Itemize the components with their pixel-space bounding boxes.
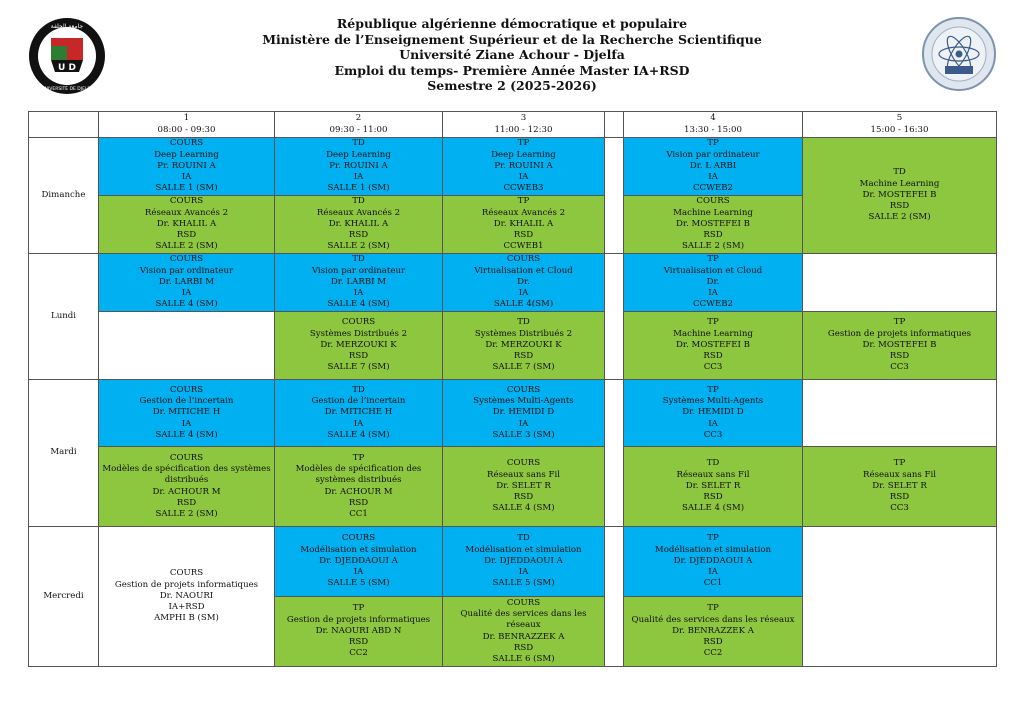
course-cell[interactable] xyxy=(624,138,803,196)
document-header xyxy=(0,16,1024,94)
session-type: TD xyxy=(352,196,365,207)
group-label: IA xyxy=(708,567,718,578)
monday-ia-row xyxy=(29,254,997,312)
course-cell[interactable] xyxy=(443,312,605,380)
course-cell[interactable] xyxy=(99,380,275,447)
room-label: SALLE 2 (SM) xyxy=(681,241,745,252)
group-label: IA xyxy=(353,288,364,299)
tuesday-rsd-row xyxy=(29,447,997,527)
teacher-name: Dr. BENRAZZEK A xyxy=(482,631,565,642)
course-cell[interactable] xyxy=(443,196,605,254)
lunch-spacer xyxy=(605,380,624,527)
course-title: Vision par ordinateur xyxy=(666,149,760,160)
session-type: TD xyxy=(352,138,365,149)
group-label: IA xyxy=(708,288,718,299)
session-type: TP xyxy=(517,196,530,207)
teacher-name: Dr. KHALIL A xyxy=(156,218,217,229)
group-label: IA xyxy=(353,567,364,578)
session-type: TD xyxy=(517,317,530,328)
group-label: RSD xyxy=(348,230,369,241)
course-title: Systèmes Distribués 2 xyxy=(474,328,573,339)
session-type: TP xyxy=(707,317,719,328)
teacher-name: Dr. MITICHE H xyxy=(152,407,221,418)
session-type: TD xyxy=(706,458,720,469)
day-monday: Lundi xyxy=(29,254,99,380)
course-title: Réseaux sans Fil xyxy=(863,469,936,480)
course-title: Modélisation et simulation xyxy=(300,544,417,555)
course-cell[interactable] xyxy=(443,254,605,312)
group-label: IA xyxy=(353,172,364,183)
teacher-name: Dr. SELET R xyxy=(685,480,741,491)
course-title: Machine Learning xyxy=(673,328,753,339)
room-label: AMPHI B (SM) xyxy=(154,613,219,624)
room-label: SALLE 1 (SM) xyxy=(155,183,218,194)
room-label: SALLE 4 (SM) xyxy=(681,503,745,514)
group-label: IA xyxy=(518,418,529,429)
room-label: CC3 xyxy=(890,503,909,514)
group-label: RSD xyxy=(889,351,910,362)
group-label: RSD xyxy=(889,201,910,212)
group-label: RSD xyxy=(703,492,723,503)
room-label: SALLE 4(SM) xyxy=(493,299,554,310)
teacher-name: Pr. ROUINI A xyxy=(329,160,388,171)
group-label: IA xyxy=(518,172,529,183)
course-title: Gestion de projets informatiques xyxy=(114,579,259,590)
tuesday-ia-row xyxy=(29,380,997,447)
session-type: TD xyxy=(517,533,530,544)
room-label: SALLE 4 (SM) xyxy=(155,299,218,310)
course-cell[interactable] xyxy=(275,254,443,312)
course-cell[interactable] xyxy=(99,254,275,312)
course-cell[interactable] xyxy=(275,196,443,254)
session-type: TD xyxy=(352,254,365,265)
day-wednesday: Mercredi xyxy=(29,527,99,667)
teacher-name: Dr. xyxy=(517,276,530,287)
teacher-name: Dr. MOSTEFEI B xyxy=(676,339,750,350)
course-cell[interactable] xyxy=(624,447,803,527)
teacher-name: Dr. KHALIL A xyxy=(328,218,389,229)
course-cell[interactable] xyxy=(275,527,443,597)
session-type: COURS xyxy=(341,533,376,544)
course-cell[interactable] xyxy=(99,196,275,254)
course-cell[interactable] xyxy=(624,380,803,447)
teacher-name: Dr. DJEDDAOUI A xyxy=(319,555,398,566)
lunch-spacer xyxy=(605,254,624,380)
room-label: CC1 xyxy=(703,578,723,589)
slot-header-3: 3 11:00 - 12:30 xyxy=(443,112,605,138)
room-label: SALLE 4 (SM) xyxy=(327,299,390,310)
empty-cell xyxy=(803,527,997,667)
corner-cell xyxy=(29,112,99,138)
room-label: CC3 xyxy=(703,429,723,440)
teacher-name: Dr. MERZOUKI K xyxy=(320,339,397,350)
slot-header-5: 5 15:00 - 16:30 xyxy=(803,112,997,138)
course-title: Gestion de l’incertain xyxy=(311,396,406,407)
teacher-name: Dr. MERZOUKI K xyxy=(485,339,562,350)
group-label: IA xyxy=(353,418,364,429)
group-label: RSD xyxy=(513,230,534,241)
room-label: SALLE 2 (SM) xyxy=(155,508,218,519)
session-type: TP xyxy=(707,138,719,149)
group-label: IA xyxy=(181,418,192,429)
header-semester: Semestre 2 (2025-2026) xyxy=(427,78,597,93)
sunday-ia-row xyxy=(29,138,997,196)
teacher-name: Dr. BENRAZZEK A xyxy=(672,625,754,636)
teacher-name: Dr. ACHOUR M xyxy=(324,486,393,497)
header-schedule-title: Emploi du temps- Première Année Master IA+RSD xyxy=(334,62,690,78)
room-label: CCWEB2 xyxy=(692,183,734,194)
empty-cell xyxy=(99,312,275,380)
session-type: COURS xyxy=(169,138,204,149)
group-label: RSD xyxy=(703,230,723,241)
session-type: COURS xyxy=(169,254,204,265)
header-ministry: Ministère de l’Enseignement Supérieur et de la Recherche Scientifique xyxy=(262,31,762,47)
course-title: Virtualisation et Cloud xyxy=(474,265,573,276)
course-title: Deep Learning xyxy=(326,149,391,160)
day-tuesday: Mardi xyxy=(29,380,99,527)
group-label: RSD xyxy=(348,351,369,362)
course-title: Deep Learning xyxy=(154,149,219,160)
course-cell[interactable] xyxy=(275,138,443,196)
teacher-name: Dr. MOSTEFEI B xyxy=(676,218,750,229)
session-type: COURS xyxy=(696,196,730,207)
teacher-name: Dr. SELET R xyxy=(496,480,551,491)
course-cell[interactable] xyxy=(624,597,803,667)
wednesday-ia-row xyxy=(29,527,997,597)
group-label: IA+RSD xyxy=(168,602,205,613)
session-type: COURS xyxy=(341,317,376,328)
course-cell[interactable] xyxy=(99,447,275,527)
session-type: COURS xyxy=(506,384,541,395)
room-label: CC1 xyxy=(349,508,368,519)
group-label: RSD xyxy=(703,351,723,362)
course-title: Modélisation et simulation xyxy=(654,544,772,555)
course-title: Vision par ordinateur xyxy=(311,265,406,276)
header-university: Université Ziane Achour - Djelfa xyxy=(399,47,625,62)
room-label: SALLE 2 (SM) xyxy=(868,212,931,223)
course-cell[interactable] xyxy=(443,447,605,527)
slot-header-row xyxy=(29,112,997,138)
session-type: TP xyxy=(352,452,365,463)
group-label: IA xyxy=(708,418,718,429)
teacher-name: Dr. DJEDDAOUI A xyxy=(484,555,563,566)
course-cell[interactable] xyxy=(443,138,605,196)
teacher-name: Dr. HEMIDI D xyxy=(682,407,744,418)
svg-text:جامعة الجلفة: جامعة الجلفة xyxy=(50,23,84,30)
teacher-name: Dr. LARBI M xyxy=(330,276,387,287)
course-title: Machine Learning xyxy=(859,178,940,189)
room-label: CC3 xyxy=(703,362,723,373)
course-title: Gestion de projets informatiques xyxy=(827,328,972,339)
course-title: Réseaux Avancés 2 xyxy=(481,207,566,218)
course-title: Vision par ordinateur xyxy=(139,265,234,276)
day-sunday: Dimanche xyxy=(29,138,99,254)
teacher-name: Dr. MOSTEFEI B xyxy=(862,339,937,350)
timetable xyxy=(28,111,997,667)
course-title: Modèles de spécification des systèmes distribués xyxy=(295,464,422,486)
room-label: SALLE 2 (SM) xyxy=(327,241,390,252)
teacher-name: Dr. LARBI M xyxy=(158,276,215,287)
session-type: COURS xyxy=(169,452,204,463)
session-type: COURS xyxy=(506,597,541,608)
teacher-name: Dr. MOSTEFEI B xyxy=(862,189,937,200)
course-cell[interactable] xyxy=(624,312,803,380)
course-title: Modèles de spécification des systèmes distribués xyxy=(102,464,271,486)
room-label: SALLE 5 (SM) xyxy=(492,578,555,589)
room-label: SALLE 7 (SM) xyxy=(327,362,390,373)
course-cell[interactable] xyxy=(275,447,443,527)
slot-header-4: 4 13:30 - 15:00 xyxy=(624,112,803,138)
course-cell[interactable] xyxy=(803,447,997,527)
room-label: SALLE 4 (SM) xyxy=(155,429,218,440)
course-title: Réseaux sans Fil xyxy=(487,469,560,480)
room-label: CCWEB2 xyxy=(692,299,734,310)
course-cell[interactable] xyxy=(443,597,605,667)
course-title: Deep Learning xyxy=(491,149,556,160)
group-label: RSD xyxy=(513,642,534,653)
course-cell[interactable] xyxy=(803,138,997,254)
course-title: Qualité des services dans les réseaux xyxy=(460,609,587,631)
room-label: SALLE 4 (SM) xyxy=(327,429,390,440)
session-type: TP xyxy=(352,603,365,614)
room-label: SALLE 4 (SM) xyxy=(492,503,555,514)
course-title: Systèmes Distribués 2 xyxy=(309,328,408,339)
slot-header-2: 2 09:30 - 11:00 xyxy=(275,112,443,138)
course-title: Réseaux sans Fil xyxy=(676,469,750,480)
monday-rsd-row xyxy=(29,312,997,380)
session-type: COURS xyxy=(506,458,541,469)
room-label: SALLE 5 (SM) xyxy=(327,578,390,589)
teacher-name: Dr. HEMIDI D xyxy=(492,407,555,418)
group-label: RSD xyxy=(703,637,723,648)
session-type: COURS xyxy=(506,254,541,265)
room-label: SALLE 6 (SM) xyxy=(492,653,555,664)
group-label: IA xyxy=(181,288,192,299)
session-type: TP xyxy=(707,533,719,544)
session-type: TP xyxy=(893,458,906,469)
svg-text:UNIVERSITÉ DE DJELFA: UNIVERSITÉ DE DJELFA xyxy=(41,87,93,92)
course-title: Systèmes Multi-Agents xyxy=(662,396,764,407)
session-type: TP xyxy=(517,138,530,149)
teacher-name: Dr. ACHOUR M xyxy=(152,486,221,497)
course-cell[interactable] xyxy=(443,527,605,597)
empty-cell xyxy=(803,254,997,312)
session-type: TP xyxy=(707,384,719,395)
group-label: IA xyxy=(518,567,529,578)
course-cell[interactable] xyxy=(99,138,275,196)
session-type: TP xyxy=(707,254,719,265)
course-cell[interactable] xyxy=(99,527,275,667)
group-label: RSD xyxy=(348,497,369,508)
room-label: SALLE 3 (SM) xyxy=(492,429,555,440)
teacher-name: Pr. ROUINI A xyxy=(494,160,553,171)
lunch-spacer xyxy=(605,112,624,138)
course-title: Qualité des services dans les réseaux xyxy=(631,614,795,625)
course-title: Réseaux Avancés 2 xyxy=(316,207,401,218)
teacher-name: Dr. L ARBI xyxy=(689,160,737,171)
room-label: SALLE 7 (SM) xyxy=(492,362,555,373)
group-label: RSD xyxy=(513,351,534,362)
lunch-spacer xyxy=(605,138,624,254)
empty-cell xyxy=(803,380,997,447)
course-cell[interactable] xyxy=(624,527,803,597)
course-title: Virtualisation et Cloud xyxy=(663,265,763,276)
slot-header-1: 1 08:00 - 09:30 xyxy=(99,112,275,138)
course-title: Réseaux Avancés 2 xyxy=(144,207,229,218)
group-label: IA xyxy=(708,172,718,183)
lunch-spacer xyxy=(605,527,624,667)
session-type: COURS xyxy=(169,568,204,579)
session-type: TD xyxy=(352,384,365,395)
session-type: TP xyxy=(893,317,906,328)
teacher-name: Dr. DJEDDAOUI A xyxy=(673,555,753,566)
room-label: SALLE 1 (SM) xyxy=(327,183,390,194)
teacher-name: Dr. SELET R xyxy=(872,480,927,491)
teacher-name: Dr. xyxy=(706,276,720,287)
teacher-name: Dr. MITICHE H xyxy=(324,407,393,418)
teacher-name: Dr. KHALIL A xyxy=(493,218,554,229)
group-label: RSD xyxy=(513,492,534,503)
course-title: Modélisation et simulation xyxy=(465,544,582,555)
course-title: Machine Learning xyxy=(673,207,753,218)
course-cell[interactable] xyxy=(624,254,803,312)
course-cell[interactable] xyxy=(624,196,803,254)
teacher-name: Pr. ROUINI A xyxy=(157,160,216,171)
room-label: CC3 xyxy=(890,362,909,373)
room-label: CC2 xyxy=(703,648,723,659)
course-cell[interactable] xyxy=(275,380,443,447)
course-title: Systèmes Multi-Agents xyxy=(473,396,574,407)
course-title: Gestion de projets informatiques xyxy=(286,614,431,625)
group-label: RSD xyxy=(176,230,197,241)
session-type: COURS xyxy=(169,384,204,395)
group-label: RSD xyxy=(348,637,369,648)
course-cell[interactable] xyxy=(443,380,605,447)
group-label: IA xyxy=(518,288,529,299)
room-label: CCWEB3 xyxy=(503,183,544,194)
course-title: Gestion de l’incertain xyxy=(139,396,234,407)
room-label: SALLE 2 (SM) xyxy=(155,241,218,252)
session-type: TD xyxy=(893,167,906,178)
session-type: TP xyxy=(707,603,719,614)
group-label: RSD xyxy=(176,497,197,508)
course-cell[interactable] xyxy=(275,312,443,380)
teacher-name: Dr. NAOURI xyxy=(159,590,214,601)
group-label: IA xyxy=(181,172,192,183)
course-cell[interactable] xyxy=(803,312,997,380)
header-republic: République algérienne démocratique et populaire xyxy=(336,16,688,31)
session-type: COURS xyxy=(169,196,204,207)
course-cell[interactable] xyxy=(275,597,443,667)
teacher-name: Dr. NAOURI ABD N xyxy=(315,625,402,636)
room-label: CC2 xyxy=(349,648,368,659)
svg-text:U D: U D xyxy=(58,63,76,73)
room-label: CCWEB1 xyxy=(503,241,544,252)
group-label: RSD xyxy=(889,492,910,503)
